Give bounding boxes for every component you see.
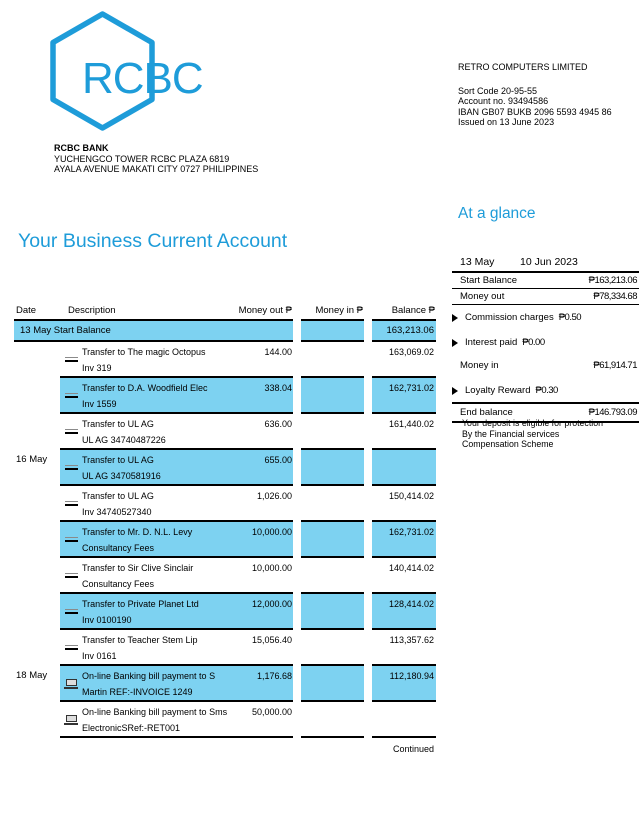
commission-value: ₱0.50	[558, 312, 582, 323]
transaction-content	[82, 630, 293, 664]
transaction-content	[82, 450, 293, 484]
glance-interest-row	[452, 335, 639, 350]
transaction-money-out: 338.04	[264, 383, 292, 393]
column-gap	[364, 522, 372, 558]
transaction-balance: 163,069.02	[372, 342, 436, 378]
start-balance-row	[14, 321, 436, 342]
transfer-icon	[65, 429, 78, 434]
transaction-reference: Inv 0100190	[82, 615, 132, 625]
online-banking-icon	[66, 679, 77, 686]
transaction-content	[82, 558, 293, 592]
transaction-main-cell	[60, 666, 293, 702]
at-a-glance-panel	[452, 205, 639, 423]
end-balance-value: ₱146.793.09	[588, 407, 637, 418]
deposit-protection-note	[462, 418, 603, 450]
transfer-icon	[65, 537, 78, 542]
transaction-reference: Inv 0161	[82, 651, 117, 661]
transaction-reference: UL AG 34740487226	[82, 435, 166, 445]
transaction-reference: Consultancy Fees	[82, 543, 155, 553]
transaction-date	[14, 486, 60, 522]
transaction-content	[82, 522, 293, 556]
col-header-balance: Balance ₱	[372, 305, 436, 321]
start-balance-amount: 163,213.06	[372, 321, 436, 342]
period-start-date: 13 May	[460, 256, 495, 268]
transaction-date	[14, 522, 60, 558]
table-row	[14, 558, 436, 594]
loyalty-value: ₱0.30	[535, 385, 558, 396]
bank-address-line2: AYALA AVENUE MAKATI CITY 0727 PHILIPPINES	[54, 164, 259, 174]
transaction-balance: 162,731.02	[372, 378, 436, 414]
iban: IBAN GB07 BUKB 2096 5593 4945 86	[458, 106, 612, 117]
table-row	[14, 486, 436, 522]
glance-commission-row	[452, 310, 639, 325]
table-row	[14, 702, 436, 738]
transaction-icon-box	[60, 666, 82, 700]
transfer-icon	[65, 573, 78, 578]
start-balance-label: Start Balance	[460, 275, 518, 286]
transaction-main-cell	[60, 378, 293, 414]
money-out-value: ₱78,334.68	[593, 291, 637, 302]
transaction-reference: Inv 34740527340	[82, 507, 152, 517]
table-row	[14, 522, 436, 558]
transaction-rows	[14, 342, 436, 738]
transaction-balance: 161,440.02	[372, 414, 436, 450]
column-gap	[293, 558, 301, 594]
transaction-money-out: 144.00	[264, 347, 292, 357]
transaction-money-in	[301, 666, 364, 702]
bank-address-line1: YUCHENGCO TOWER RCBC PLAZA 6819	[54, 153, 230, 164]
at-a-glance-heading: At a glance	[458, 205, 536, 222]
transaction-reference: Martin REF:-INVOICE 1249	[82, 687, 193, 697]
transaction-description: Transfer to D.A. Woodfield Elec	[82, 383, 208, 393]
transaction-icon-box	[60, 450, 82, 484]
column-gap	[364, 342, 372, 378]
transaction-date	[14, 558, 60, 594]
transaction-balance: 113,357.62	[372, 630, 436, 666]
transaction-balance	[372, 702, 436, 738]
transaction-content	[82, 342, 293, 376]
transaction-content	[82, 486, 293, 520]
continued-label: Continued	[392, 744, 434, 754]
deposit-note-line2: By the Financial services	[462, 428, 560, 439]
rcbc-logo	[48, 11, 258, 133]
transaction-money-out: 10,000.00	[251, 563, 292, 573]
transfer-icon	[65, 501, 78, 506]
transaction-money-out: 1,026.00	[256, 491, 292, 501]
transaction-description: Transfer to UL AG	[82, 419, 154, 429]
transaction-main-cell	[60, 558, 293, 594]
bank-address-block	[54, 143, 258, 175]
transaction-main-cell	[60, 594, 293, 630]
transfer-icon	[65, 357, 78, 362]
transaction-date: 18 May	[16, 670, 48, 681]
transaction-money-in	[301, 594, 364, 630]
transaction-money-out: 636.00	[264, 419, 292, 429]
transaction-date	[14, 414, 60, 450]
sort-code: Sort Code 20-95-55	[458, 85, 538, 96]
transaction-main-cell	[60, 486, 293, 522]
column-gap	[293, 321, 301, 342]
account-info-block	[458, 62, 612, 128]
transaction-description: Transfer to Mr. D. N.L. Levy	[82, 527, 193, 537]
transaction-description: Transfer to Teacher Stem Lip	[82, 635, 198, 645]
column-gap	[293, 414, 301, 450]
transaction-description: Transfer to The magic Octopus	[82, 347, 206, 357]
column-gap	[293, 522, 301, 558]
commission-label: Commission charges	[465, 312, 554, 323]
transaction-money-in	[301, 342, 364, 378]
transaction-icon-box	[60, 486, 82, 520]
period-end-date: 10 Jun 2023	[520, 256, 578, 268]
transaction-content	[82, 666, 293, 700]
table-row	[14, 414, 436, 450]
transaction-description: Transfer to UL AG	[82, 455, 154, 465]
transaction-money-in	[301, 522, 364, 558]
deposit-note-line1: Your deposit is eligible for protection	[462, 418, 603, 428]
transaction-balance: 112,180.94	[372, 666, 436, 702]
table-row	[14, 378, 436, 414]
transaction-main-cell	[60, 414, 293, 450]
transaction-date	[14, 594, 60, 630]
transaction-reference: UL AG 3470581916	[82, 471, 161, 481]
column-gap	[293, 666, 301, 702]
column-gap	[364, 486, 372, 522]
transaction-icon-box	[60, 702, 82, 736]
col-header-description: Description	[68, 305, 116, 316]
transaction-main-cell	[60, 522, 293, 558]
start-balance-row-label: 13 May Start Balance	[14, 321, 293, 342]
start-balance-money-in-cell	[301, 321, 364, 342]
column-gap	[293, 630, 301, 666]
transaction-date	[14, 342, 60, 378]
column-gap	[293, 450, 301, 486]
transaction-money-in	[301, 630, 364, 666]
money-in-value: ₱61,914.71	[593, 360, 637, 371]
column-gap	[364, 666, 372, 702]
column-gap	[364, 414, 372, 450]
column-gap	[364, 558, 372, 594]
arrow-right-icon	[452, 387, 458, 395]
transaction-reference: Inv 319	[82, 363, 112, 373]
account-number: Account no. 93494586	[458, 96, 549, 106]
table-header-row	[14, 303, 436, 321]
column-gap	[293, 378, 301, 414]
transaction-icon-box	[60, 342, 82, 376]
table-row	[14, 630, 436, 666]
glance-start-balance-row	[452, 273, 639, 289]
transaction-icon-box	[60, 558, 82, 592]
transaction-date	[14, 378, 60, 414]
table-row	[14, 594, 436, 630]
page-title: Your Business Current Account	[18, 230, 288, 252]
transaction-main-cell	[60, 450, 293, 486]
transaction-money-out: 50,000.00	[251, 707, 292, 717]
account-holder-name: RETRO COMPUTERS LIMITED	[458, 62, 588, 72]
transaction-content	[82, 378, 293, 412]
col-header-money-in: Money in ₱	[301, 305, 364, 321]
transaction-balance: 150,414.02	[372, 486, 436, 522]
transaction-money-in	[301, 702, 364, 738]
transaction-description: On-line Banking bill payment to S	[82, 671, 216, 681]
transaction-description: On-line Banking bill payment to Sms	[82, 707, 228, 717]
transaction-money-in	[301, 486, 364, 522]
transfer-icon	[65, 465, 78, 470]
transaction-description: Transfer to UL AG	[82, 491, 154, 501]
transfer-icon	[65, 393, 78, 398]
column-gap	[364, 321, 372, 342]
logo-text: RCBC	[82, 54, 203, 103]
column-gap	[293, 342, 301, 378]
transaction-content	[82, 594, 293, 628]
col-header-money-out: Money out ₱	[238, 305, 292, 316]
transaction-money-out: 12,000.00	[251, 599, 292, 609]
transaction-content	[82, 702, 293, 736]
transaction-description: Transfer to Private Planet Ltd	[82, 599, 199, 609]
column-gap	[364, 378, 372, 414]
column-gap	[293, 486, 301, 522]
transaction-balance: 162,731.02	[372, 522, 436, 558]
deposit-note-line3: Compensation Scheme	[462, 439, 554, 449]
loyalty-label: Loyalty Reward	[465, 385, 531, 396]
arrow-right-icon	[452, 339, 458, 347]
online-banking-icon	[66, 715, 77, 722]
transaction-balance: 128,414.02	[372, 594, 436, 630]
transaction-date	[14, 630, 60, 666]
column-gap	[364, 702, 372, 738]
transfer-icon	[65, 645, 78, 650]
transaction-icon-box	[60, 378, 82, 412]
start-balance-value: ₱163,213.06	[588, 275, 637, 286]
end-balance-label: End balance	[460, 407, 513, 418]
interest-label: Interest paid	[465, 337, 518, 348]
column-gap	[364, 594, 372, 630]
transaction-reference: ElectronicSRef:-RET001	[82, 723, 181, 733]
transaction-date	[14, 702, 60, 738]
transaction-main-cell	[60, 342, 293, 378]
transaction-icon-box	[60, 522, 82, 556]
col-header-date: Date	[14, 305, 60, 321]
money-out-label: Money out	[460, 291, 505, 302]
transaction-money-in	[301, 378, 364, 414]
column-gap	[364, 630, 372, 666]
money-in-label: Money in	[460, 360, 499, 371]
transaction-money-out: 1,176.68	[256, 671, 292, 681]
column-gap	[364, 450, 372, 486]
transfer-icon	[65, 609, 78, 614]
table-row	[14, 342, 436, 378]
transaction-money-out: 10,000.00	[251, 527, 292, 537]
column-gap	[293, 594, 301, 630]
transaction-reference: Consultancy Fees	[82, 579, 155, 589]
transaction-icon-box	[60, 414, 82, 448]
glance-money-out-row	[452, 289, 639, 305]
transaction-reference: Inv 1559	[82, 399, 117, 409]
transaction-main-cell	[60, 702, 293, 738]
table-row	[14, 450, 436, 486]
glance-money-in-row	[452, 358, 639, 373]
column-gap	[293, 702, 301, 738]
arrow-right-icon	[452, 314, 458, 322]
transaction-date: 16 May	[16, 454, 48, 465]
transaction-money-out: 15,056.40	[251, 635, 292, 645]
table-row	[14, 666, 436, 702]
transactions-table	[14, 303, 436, 754]
transaction-balance	[372, 450, 436, 486]
transaction-balance: 140,414.02	[372, 558, 436, 594]
interest-value: ₱0.00	[522, 337, 545, 348]
transaction-money-in	[301, 450, 364, 486]
transaction-money-out: 655.00	[264, 455, 292, 465]
transaction-main-cell	[60, 630, 293, 666]
glance-loyalty-row	[452, 383, 639, 398]
transaction-icon-box	[60, 594, 82, 628]
issue-date: Issued on 13 June 2023	[458, 117, 555, 127]
statement-period	[452, 256, 639, 273]
transaction-description: Transfer to Sir Clive Sinclair	[82, 563, 194, 573]
transaction-content	[82, 414, 293, 448]
transaction-money-in	[301, 558, 364, 594]
transaction-icon-box	[60, 630, 82, 664]
bank-name: RCBC BANK	[54, 143, 109, 153]
rcbc-logo-graphic	[48, 11, 258, 133]
col-header-main	[60, 305, 293, 321]
transaction-money-in	[301, 414, 364, 450]
